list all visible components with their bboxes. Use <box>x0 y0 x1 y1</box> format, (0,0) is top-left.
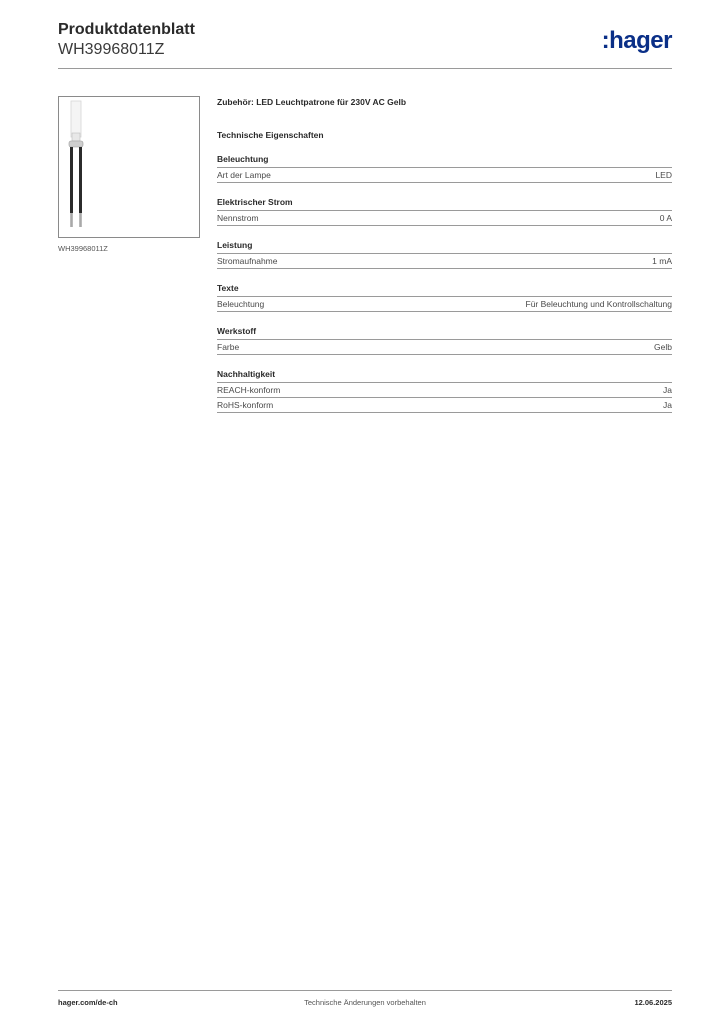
group-title: Nachhaltigkeit <box>217 369 672 383</box>
property-label: REACH-konform <box>217 385 281 395</box>
property-group <box>217 283 672 312</box>
product-description: Zubehör: LED Leuchtpatrone für 230V AC Gelb <box>217 97 407 107</box>
property-label: Art der Lampe <box>217 170 271 180</box>
property-label: Stromaufnahme <box>217 256 278 266</box>
property-value: 1 mA <box>652 256 672 266</box>
property-value: 0 A <box>659 213 672 223</box>
property-value: Ja <box>663 385 672 395</box>
property-row <box>217 254 672 269</box>
property-group <box>217 197 672 226</box>
property-row <box>217 297 672 312</box>
property-value: LED <box>655 170 672 180</box>
property-row <box>217 168 672 183</box>
property-label: Nennstrom <box>217 213 259 223</box>
product-image-frame <box>58 96 200 238</box>
product-image-caption: WH39968011Z <box>58 244 108 253</box>
property-value: Gelb <box>654 342 672 352</box>
property-row <box>217 211 672 226</box>
footer-divider <box>58 990 672 991</box>
property-value: Für Beleuchtung und Kontrollschaltung <box>525 299 672 309</box>
group-title: Beleuchtung <box>217 154 672 168</box>
property-label: RoHS-konform <box>217 400 274 410</box>
product-image <box>59 97 199 237</box>
group-title: Texte <box>217 283 672 297</box>
group-title: Leistung <box>217 240 672 254</box>
property-group <box>217 240 672 269</box>
hager-logo: :hager <box>601 27 672 54</box>
footer-notice: Technische Änderungen vorbehalten <box>304 998 426 1007</box>
header-divider <box>58 68 672 69</box>
group-title: Elektrischer Strom <box>217 197 672 211</box>
logo-text: hager <box>609 27 672 54</box>
page-header <box>58 20 672 60</box>
product-details <box>217 97 672 413</box>
property-label: Farbe <box>217 342 240 352</box>
property-label: Beleuchtung <box>217 299 265 309</box>
property-row <box>217 340 672 355</box>
property-group <box>217 369 672 413</box>
footer-date: 12.06.2025 <box>634 998 672 1007</box>
property-group <box>217 154 672 183</box>
property-row <box>217 398 672 413</box>
property-value: Ja <box>663 400 672 410</box>
footer-website: hager.com/de-ch <box>58 998 118 1007</box>
property-row <box>217 383 672 398</box>
property-group <box>217 326 672 355</box>
document-title: Produktdatenblatt <box>58 21 195 38</box>
group-title: Werkstoff <box>217 326 672 340</box>
section-title: Technische Eigenschaften <box>217 130 324 140</box>
document-number: WH39968011Z <box>58 41 165 58</box>
